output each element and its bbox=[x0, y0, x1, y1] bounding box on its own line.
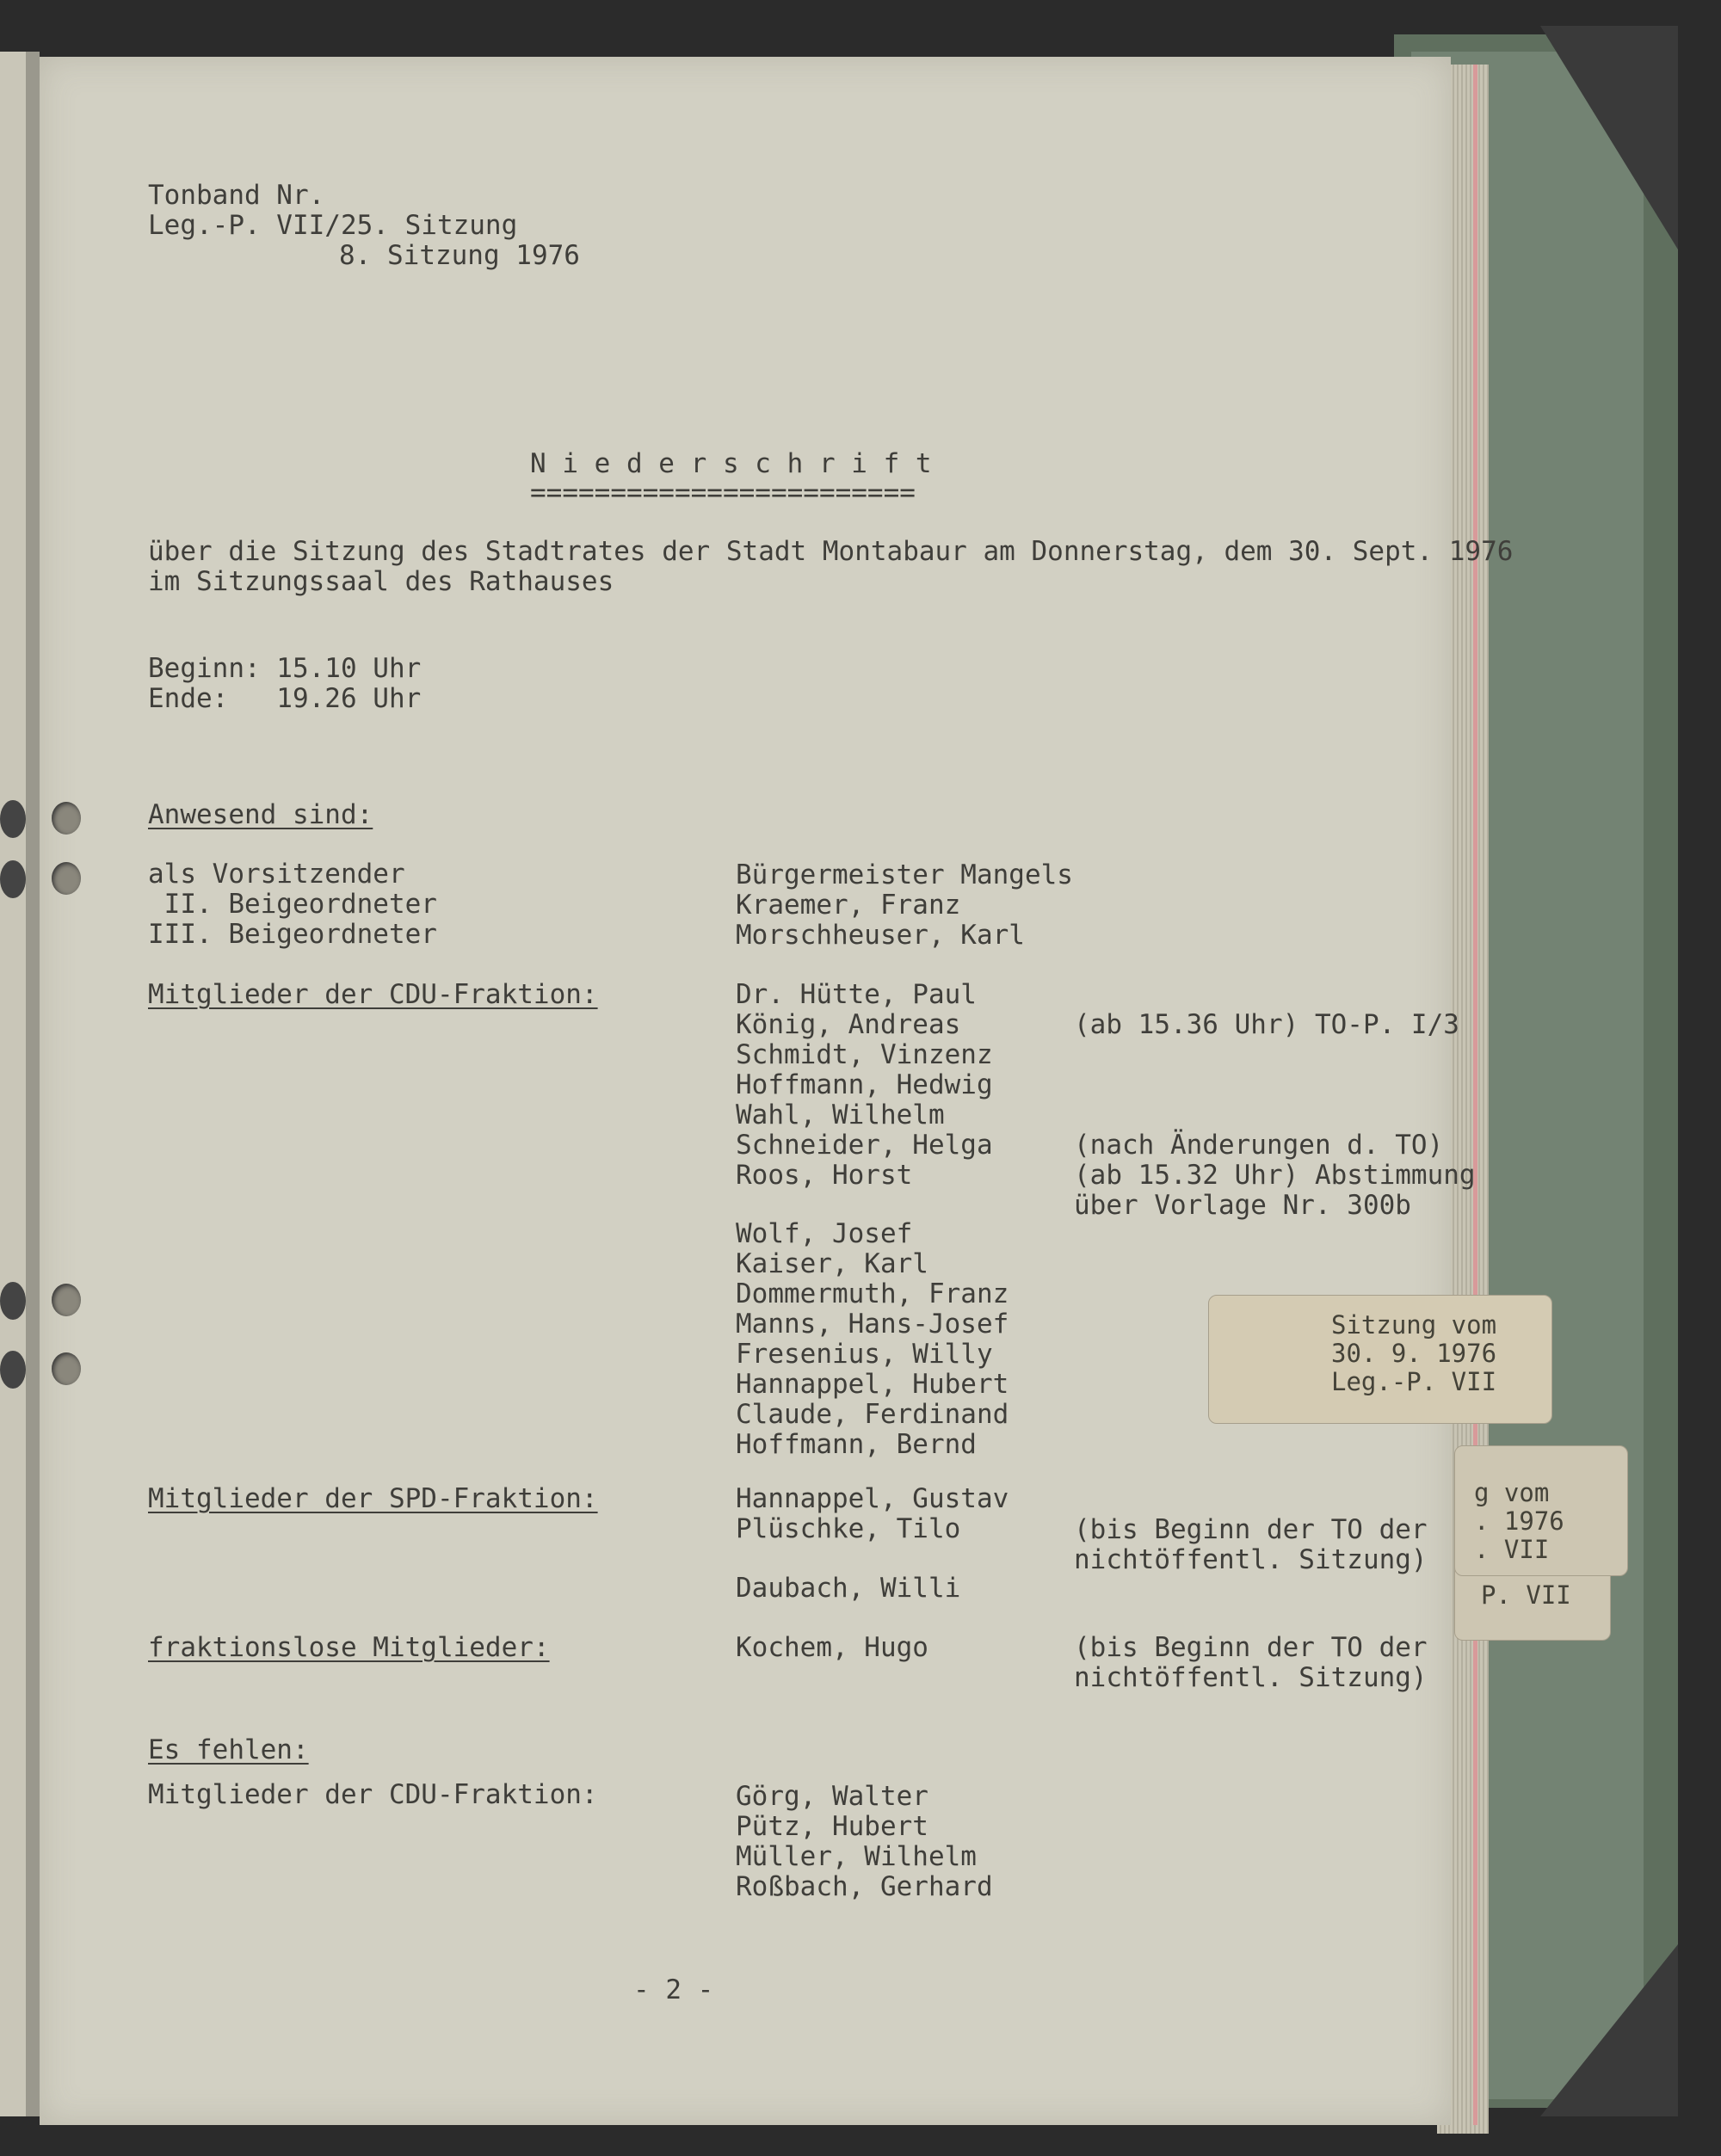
header-line-3: 8. Sitzung 1976 bbox=[339, 240, 580, 271]
present-heading: Anwesend sind: bbox=[148, 799, 373, 830]
page-number: - 2 - bbox=[633, 1974, 714, 2005]
index-tab-front-line1: Sitzung vom bbox=[1331, 1310, 1497, 1340]
cdu-heading: Mitglieder der CDU-Fraktion: bbox=[148, 979, 598, 1010]
cdu-member-name: Dommermuth, Franz bbox=[736, 1278, 1009, 1309]
official-role: III. Beigeordneter bbox=[148, 919, 437, 950]
spd-member-name: Plüschke, Tilo bbox=[736, 1513, 961, 1544]
independent-member-note: (bis Beginn der TO der bbox=[1074, 1632, 1428, 1663]
cdu-member-note: (ab 15.32 Uhr) Abstimmung bbox=[1074, 1160, 1476, 1191]
index-tab-front-line3: Leg.-P. VII bbox=[1331, 1367, 1497, 1396]
left-page-shadow bbox=[26, 52, 40, 2116]
absent-member-name: Pütz, Hubert bbox=[736, 1811, 928, 1842]
index-tab-back-1 bbox=[1454, 1445, 1628, 1576]
independent-member-name: Kochem, Hugo bbox=[736, 1632, 928, 1663]
independent-member-note: nichtöffentl. Sitzung) bbox=[1074, 1662, 1428, 1693]
official-role: II. Beigeordneter bbox=[148, 889, 437, 920]
official-name: Kraemer, Franz bbox=[736, 890, 961, 921]
independent-heading: fraktionslose Mitglieder: bbox=[148, 1632, 550, 1663]
index-tab-back-2-line1: P. VII bbox=[1481, 1580, 1571, 1610]
cdu-member-name: Wahl, Wilhelm bbox=[736, 1100, 945, 1130]
end-time: Ende: 19.26 Uhr bbox=[148, 683, 422, 714]
cdu-member-name: König, Andreas bbox=[736, 1009, 961, 1040]
punch-hole bbox=[52, 802, 81, 835]
cdu-member-name: Schneider, Helga bbox=[736, 1130, 993, 1161]
index-tab-back-1-line2: . 1976 bbox=[1474, 1506, 1564, 1536]
cdu-member-note: (nach Änderungen d. TO) bbox=[1074, 1130, 1444, 1161]
cdu-member-name: Hoffmann, Bernd bbox=[736, 1429, 977, 1460]
punch-hole bbox=[0, 1282, 26, 1320]
red-page-edge bbox=[1473, 65, 1477, 2125]
header-line-2: Leg.-P. VII/25. Sitzung bbox=[148, 210, 518, 241]
spd-member-note: (bis Beginn der TO der bbox=[1074, 1514, 1428, 1545]
cdu-member-name: Hannappel, Hubert bbox=[736, 1369, 1009, 1400]
spd-member-name: Hannappel, Gustav bbox=[736, 1483, 1009, 1514]
header-line-1: Tonband Nr. bbox=[148, 180, 325, 211]
intro-line-1: über die Sitzung des Stadtrates der Stadt Montabaur am Donnerstag, dem 30. Sept. 1976 bbox=[148, 536, 1514, 567]
spd-member-name: Daubach, Willi bbox=[736, 1573, 961, 1604]
official-name: Morschheuser, Karl bbox=[736, 920, 1025, 951]
spd-heading: Mitglieder der SPD-Fraktion: bbox=[148, 1483, 598, 1514]
cdu-member-name: Hoffmann, Hedwig bbox=[736, 1069, 993, 1100]
index-tab-back-1-line3: . VII bbox=[1474, 1535, 1550, 1564]
absent-cdu-heading: Mitglieder der CDU-Fraktion: bbox=[148, 1779, 598, 1810]
cdu-member-name: Manns, Hans-Josef bbox=[736, 1309, 1009, 1340]
cdu-member-name: Wolf, Josef bbox=[736, 1218, 913, 1249]
punch-hole bbox=[52, 862, 81, 895]
begin-time: Beginn: 15.10 Uhr bbox=[148, 653, 422, 684]
absent-heading: Es fehlen: bbox=[148, 1734, 309, 1765]
punch-hole bbox=[0, 860, 26, 898]
cdu-member-name: Schmidt, Vinzenz bbox=[736, 1039, 993, 1070]
cdu-member-name: Dr. Hütte, Paul bbox=[736, 979, 977, 1010]
intro-line-2: im Sitzungssaal des Rathauses bbox=[148, 566, 614, 597]
absent-member-name: Roßbach, Gerhard bbox=[736, 1871, 993, 1902]
punch-hole bbox=[0, 1351, 26, 1389]
cdu-member-name: Kaiser, Karl bbox=[736, 1248, 928, 1279]
title-rule: ======================== bbox=[530, 477, 916, 508]
document-title: N i e d e r s c h r i f t bbox=[530, 448, 932, 479]
index-tab-front-line2: 30. 9. 1976 bbox=[1331, 1339, 1497, 1368]
cdu-member-name: Roos, Horst bbox=[736, 1160, 913, 1191]
cdu-member-note: (ab 15.36 Uhr) TO-P. I/3 bbox=[1074, 1009, 1459, 1040]
spd-member-note: nichtöffentl. Sitzung) bbox=[1074, 1544, 1428, 1575]
official-role: als Vorsitzender bbox=[148, 859, 405, 890]
absent-member-name: Görg, Walter bbox=[736, 1781, 928, 1812]
cdu-member-name: Claude, Ferdinand bbox=[736, 1399, 1009, 1430]
punch-hole bbox=[52, 1352, 81, 1385]
index-tab-back-1-line1: g vom bbox=[1474, 1478, 1550, 1507]
cdu-member-name: Fresenius, Willy bbox=[736, 1339, 993, 1370]
official-name: Bürgermeister Mangels bbox=[736, 859, 1073, 890]
cdu-member-note: über Vorlage Nr. 300b bbox=[1074, 1190, 1411, 1221]
punch-hole bbox=[52, 1284, 81, 1316]
punch-hole bbox=[0, 800, 26, 838]
index-tab-front bbox=[1208, 1295, 1552, 1424]
absent-member-name: Müller, Wilhelm bbox=[736, 1841, 977, 1872]
